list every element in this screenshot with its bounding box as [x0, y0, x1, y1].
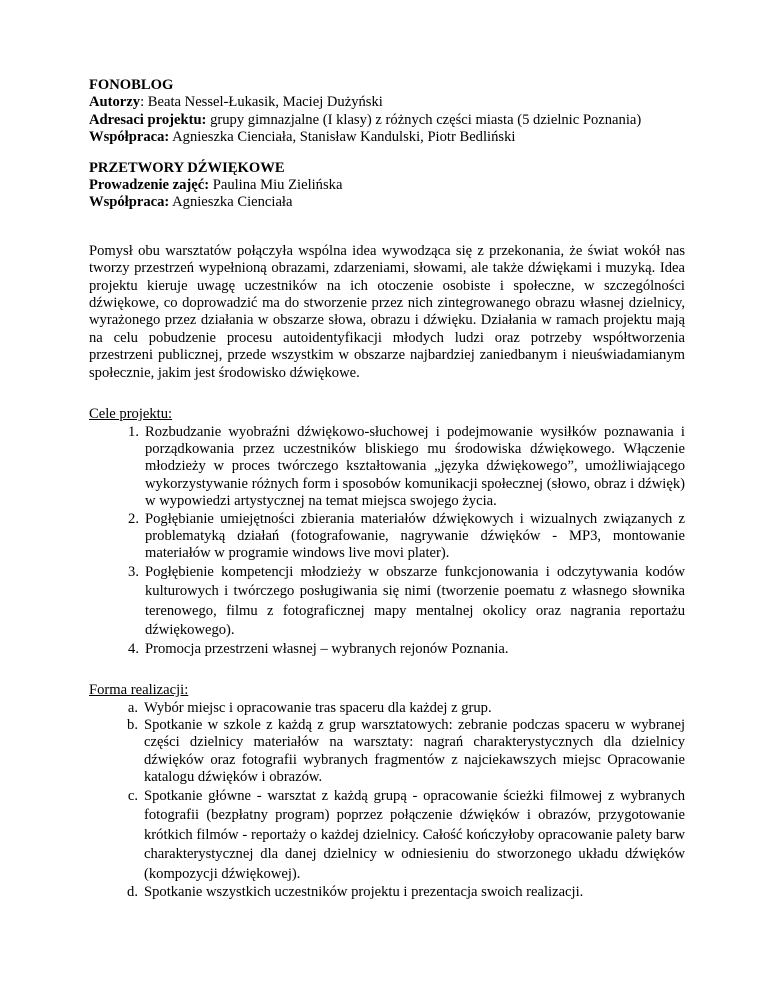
document-content — [89, 77, 685, 902]
authors-line — [89, 94, 685, 111]
form-item-a: a. Wybór miejsc i opracowanie tras spaceru dla każdej z grup. — [127, 699, 492, 716]
lead-line — [89, 177, 685, 194]
goal-item-1: 1. Rozbudzanie wyobraźni dźwiękowo-słuchowej i podejmowanie wysiłków poznawania i porządkowania przez uczestników bliskiego mu środowiska dźwiękowego. Włączenie młodzieży w proces twórczego kształtowania „języka dźwiękowego”, umożliwiającego wykorzystywanie różnych form i sposobów komunikacji społecznej (słowo, obraz i dźwięk) w wypowiedzi artystycznej na temat miejsca swojego życia. — [128, 423, 685, 510]
recipients-line — [89, 112, 649, 129]
recipients-value: grupy gimnazjalne (I klasy) z różnych części miasta (5 dzielnic Poznania) — [206, 111, 642, 128]
section-cooperation-value: Agnieszka Cienciała — [169, 194, 293, 211]
lead-value: Paulina Miu Zielińska — [209, 177, 343, 194]
cooperation-line — [89, 129, 685, 146]
cooperation-value: Agnieszka Cienciała, Stanisław Kandulski, Piotr Bedliński — [169, 129, 516, 146]
goal-item-2: 2. Pogłębianie umiejętności zbierania materiałów dźwiękowych i wizualnych związanych z problematyką działań (fotografowanie, nagrywanie dźwięków - MP3, montowanie materiałów w programie windows live movi plater). — [128, 510, 685, 562]
lead-label: Prowadzenie zajęć: — [89, 177, 210, 194]
form-item-c: c. Spotkanie główne - warsztat z każdą grupą - opracowanie ścieżki filmowej z wybranych fotografii (bezpłatny program) poprzez połączenie dźwięków i obrazów, przygotowanie krótkich filmów - reportaży o każdej dzielnicy. Całość kończyłoby opracowanie palety barw charakterystycznej dla danej dzielnicy w odniesieniu do stworzonego układu dźwięków (kompozycji dźwiękowej). — [127, 787, 685, 882]
section-title: PRZETWORY DŹWIĘKOWE — [89, 159, 285, 176]
form-heading: Forma realizacji: — [89, 682, 189, 699]
recipients-label: Adresaci projektu: — [89, 111, 207, 128]
section-cooperation-line — [89, 194, 685, 211]
project-title: FONOBLOG — [89, 77, 174, 93]
form-item-d: d. Spotkanie wszystkich uczestników projektu i prezentacja swoich realizacji. — [127, 884, 584, 901]
section-cooperation-label: Współpraca: — [89, 194, 170, 211]
goal-item-3: 3. Pogłębienie kompetencji młodzieży w obszarze funkcjonowania i odczytywania kodów kulturowych i twórczego posługiwania się nimi (tworzenie poematu z własnego słownika terenowego, filmu z fotograficznej mapy mentalnej okolicy oraz nagrania reportażu dźwiękowego). — [128, 563, 685, 639]
goals-heading: Cele projektu: — [89, 406, 173, 423]
intro-paragraph: Pomysł obu warsztatów połączyła wspólna idea wywodząca się z przekonania, że świat wokół nas tworzy przestrzeń wypełnioną obrazami, zdarzeniami, słowami, ale także dźwiękami i muzyką. Idea projektu kieruje uwagę uczestników na ich otoczenie osobiste i społeczne, w szczególności dźwiękowe, co doprowadzić ma do stworzenie przez nich zintegrowanego obrazu własnej dzielnicy, wyrażonego przez działania w obszarze słowa, obrazu i dźwięku. Działania w ramach projektu mają na celu pobudzenie procesu autoidentyfikacji młodych ludzi oraz potrzeby współtworzenia przestrzeni publicznej, przede wszystkim w obszarze najbardziej zaniedbanym i nieuświadamianym społecznie, jakim jest środowisko dźwiękowe. — [89, 242, 685, 381]
goal-item-4: 4. Promocja przestrzeni własnej – wybranych rejonów Poznania. — [128, 640, 509, 657]
cooperation-label: Współpraca: — [89, 129, 170, 146]
authors-label: Autorzy — [89, 94, 141, 111]
authors-value: : Beata Nessel-Łukasik, Maciej Dużyński — [140, 94, 383, 111]
form-item-b: b. Spotkanie w szkole z każdą z grup warsztatowych: zebranie podczas spaceru w wybranej części dzielnicy materiałów na warsztaty: nagrań charakterystycznych dla dzielnicy dźwięków oraz fotografii wybranych fragmentów z najciekawszych miejsc Opracowanie katalogu dźwięków i obrazów. — [127, 716, 685, 786]
